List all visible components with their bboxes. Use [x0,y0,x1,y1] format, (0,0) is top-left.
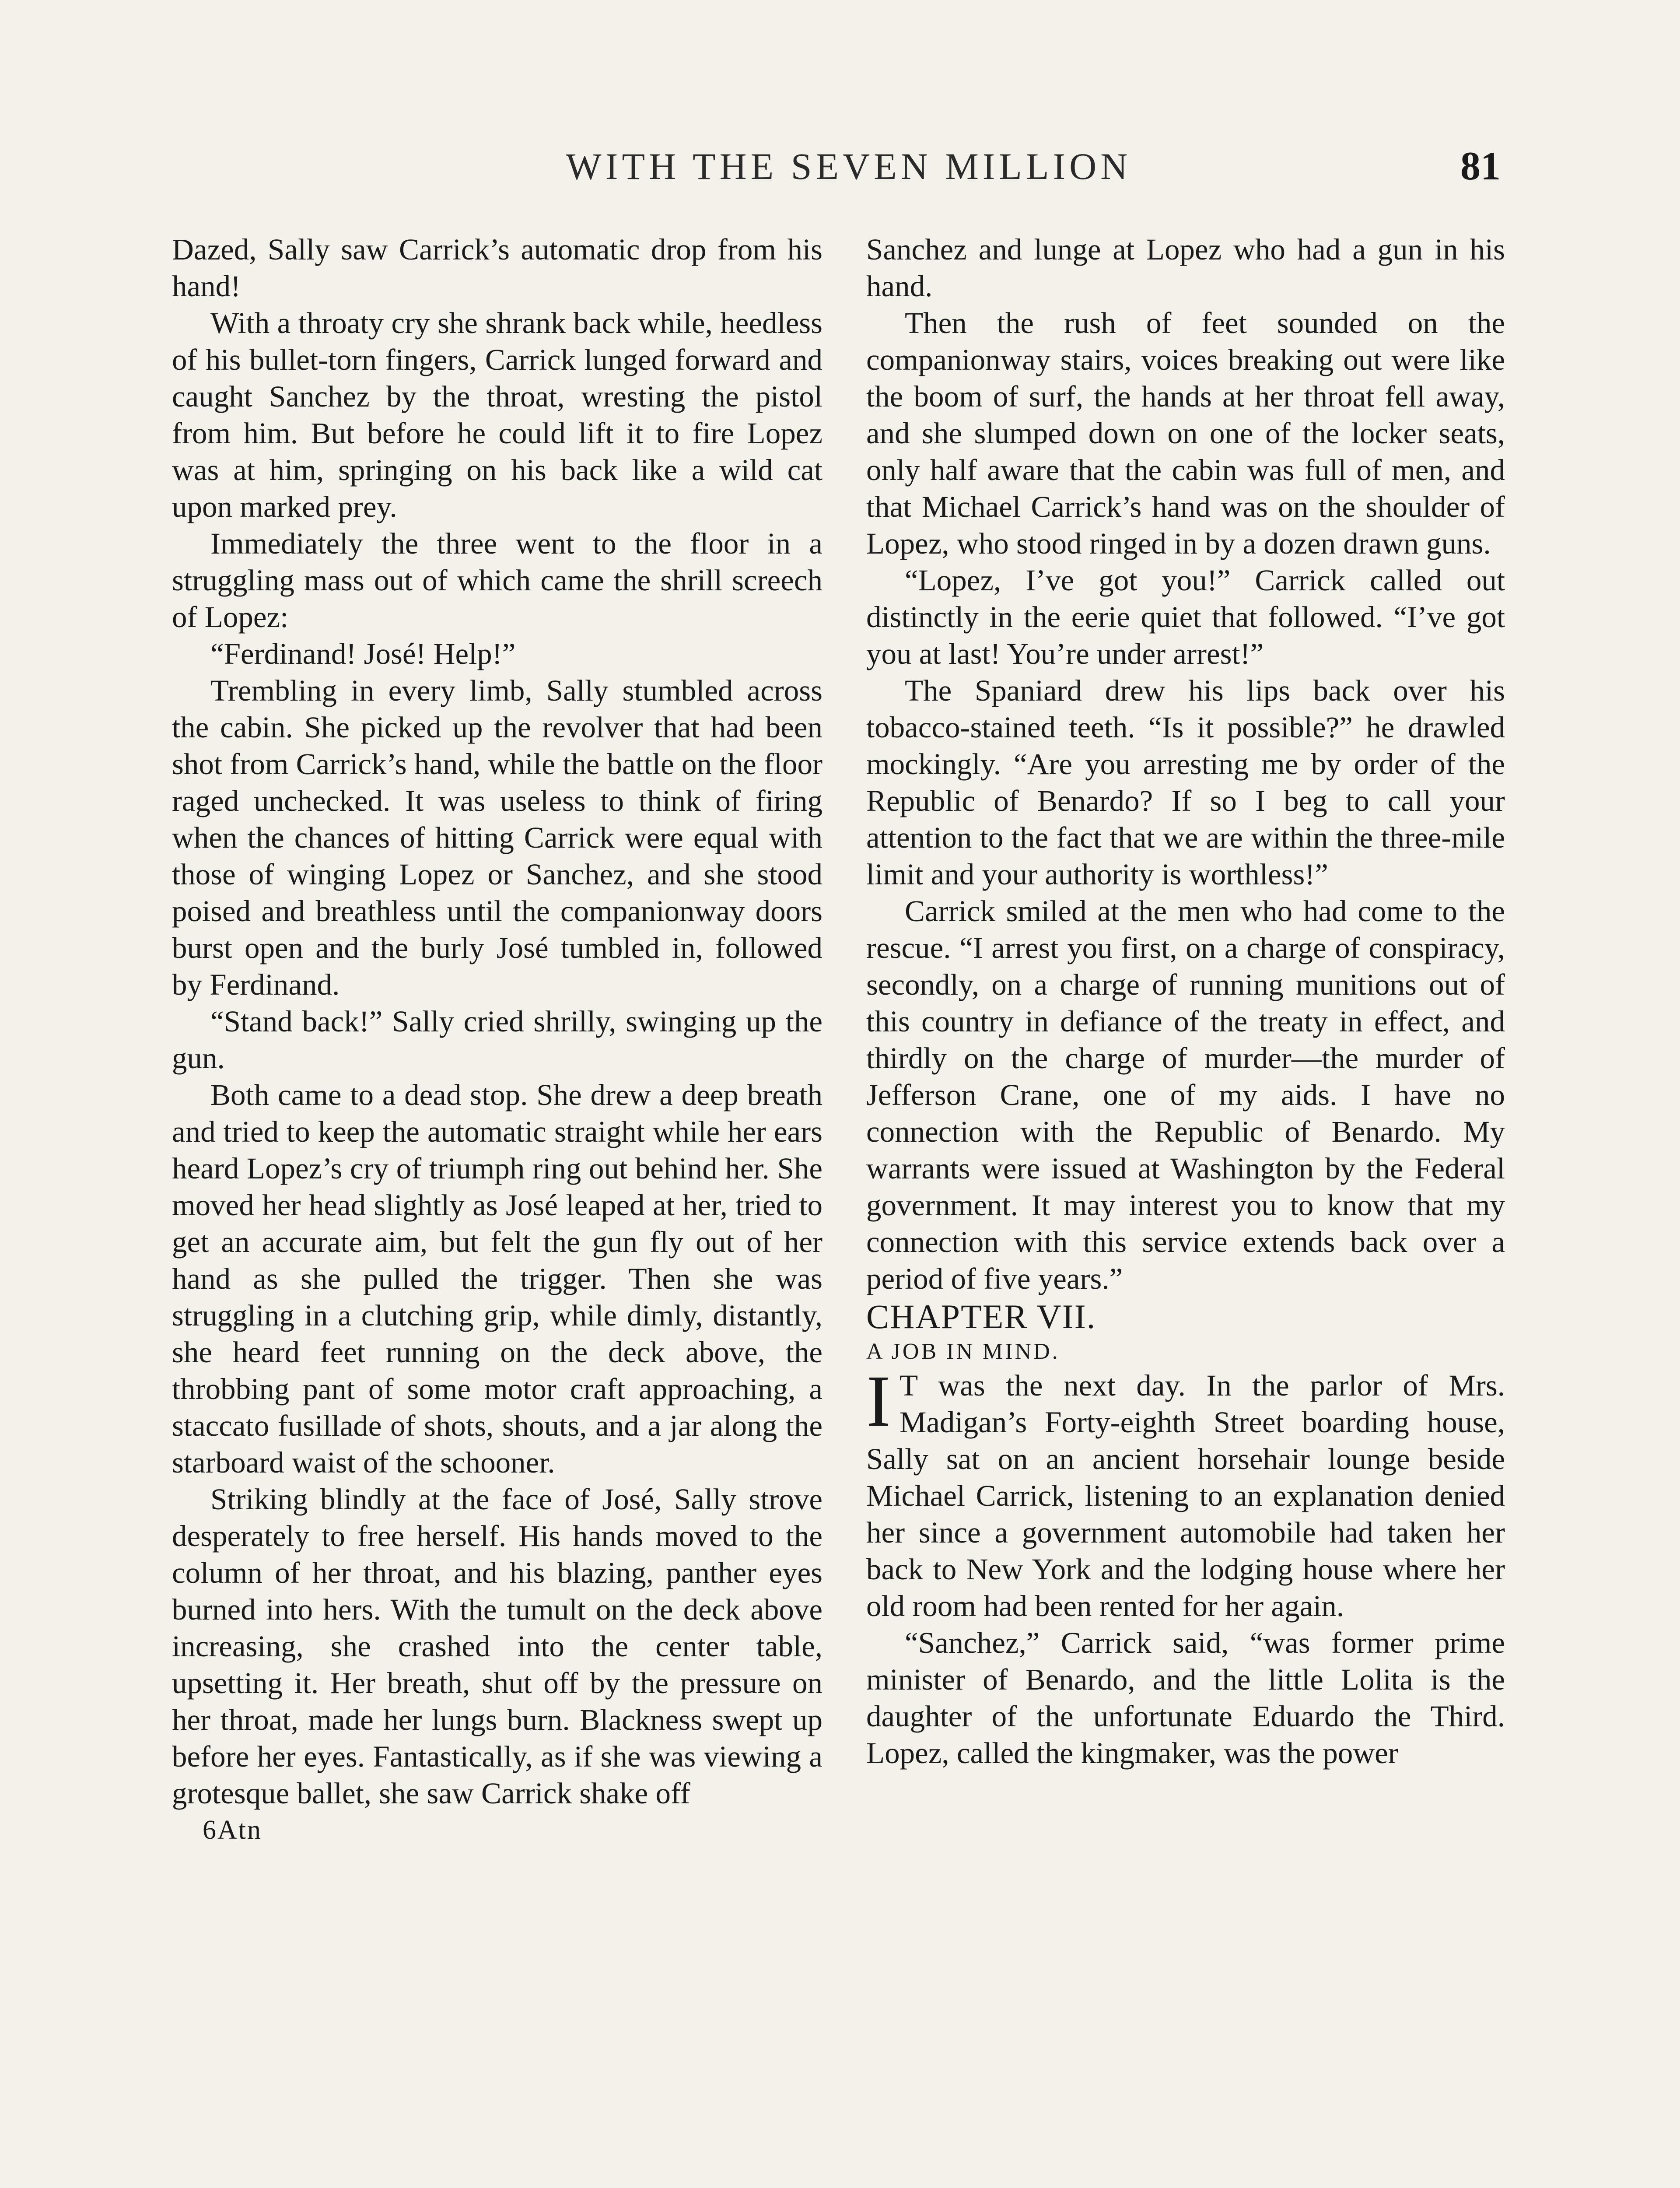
page-number: 81 [1460,144,1501,188]
running-title: WITH THE SEVEN MILLION [566,145,1132,187]
drop-cap: I [866,1360,891,1442]
chapter-subtitle: A JOB IN MIND. [866,1339,1060,1364]
paragraph: Then the rush of feet sounded on the companionway stairs, voices breaking out were like the boom of surf, the hands at her throat fell away, and she slumped down on one of the locker seats, only half aware that the cabin was full of men, and that Michael Carrick’s hand was on the shoulder of Lopez, who stood ringed in by a dozen drawn guns. [866,306,1505,560]
paragraph: Dazed, Sally saw Carrick’s automatic drop from his hand! [172,233,822,303]
paragraph: “Sanchez,” Carrick said, “was former prime minister of Benardo, and the little Lolita is the daughter of the unfortunate Eduardo the Third. Lopez, called the kingmaker, was the power [866,1626,1505,1770]
right-column [866,231,1505,1771]
paragraph: “Ferdinand! José! Help!” [210,637,516,670]
chapter-title: CHAPTER VII. [866,1297,1096,1336]
paragraph: The Spaniard drew his lips back over his tobacco-stained teeth. “Is it possible?” he drawled mockingly. “Are you arresting me by order of the Republic of Benardo? If so I beg to call your attention to the fact that we are within the three-mile limit and your authority is worthless!” [866,674,1505,891]
paragraph: Sanchez and lunge at Lopez who had a gun in his hand. [866,233,1505,303]
paragraph: Carrick smiled at the men who had come to the rescue. “I arrest you first, on a charge of conspiracy, secondly, on a charge of running munitions out of this country in defiance of the treaty in effect, and thirdly on the charge of murder—the murder of Jefferson Crane, one of my aids. I have no connection with the Republic of Benardo. My warrants were issued at Washington by the Federal government. It may interest you to know that my connection with this service extends back over a period of five years.” [866,894,1505,1295]
chapter-opening-paragraph [866,1360,1505,1624]
paragraph: With a throaty cry she shrank back while, heedless of his bullet-torn fingers, Carrick lunged forward and caught Sanchez by the throat, wresting the pistol from him. But before he could lift it to fire Lopez was at him, springing on his back like a wild cat upon marked prey. [172,306,822,523]
opening-text: T was the next day. In the parlor of Mrs. Madigan’s Forty-eighth Street boarding house, Sally sat on an ancient horsehair lounge beside Michael Carrick, listening to an explanation denied her since a government automobile had taken her back to New York and the lodging house where her old room had been rented for her again. [866,1369,1505,1623]
paragraph: “Lopez, I’ve got you!” Carrick called out distinctly in the eerie quiet that followed. “I’ve got you at last! You’re under arrest!” [866,564,1505,670]
paragraph: “Stand back!” Sally cried shrilly, swinging up the gun. [172,1005,822,1075]
paragraph: Immediately the three went to the floor in a struggling mass out of which came the shrill screech of Lopez: [172,527,822,634]
running-head [0,144,1680,197]
signature-mark: 6Atn [203,1815,262,1845]
paragraph: Striking blindly at the face of José, Sally strove desperately to free herself. His hands moved to the column of her throat, and his blazing, panther eyes burned into hers. With the tumult on the deck above increasing, she crashed into the center table, upsetting it. Her breath, shut off by the pressure on her throat, made her lungs burn. Blackness swept up before her eyes. Fantastically, as if she was viewing a grotesque ballet, she saw Carrick shake off [172,1483,822,1810]
paragraph: Trembling in every limb, Sally stumbled across the cabin. She picked up the revolver that had been shot from Carrick’s hand, while the battle on the floor raged unchecked. It was useless to think of firing when the chances of hitting Carrick were equal with those of winging Lopez or Sanchez, and she stood poised and breathless until the companionway doors burst open and the burly José tumbled in, followed by Ferdinand. [172,674,822,1001]
left-column [172,231,822,1848]
paragraph: Both came to a dead stop. She drew a deep breath and tried to keep the automatic straight while her ears heard Lopez’s cry of triumph ring out behind her. She moved her head slightly as José leaped at her, tried to get an accurate aim, but felt the gun fly out of her hand as she pulled the trigger. Then she was struggling in a clutching grip, while dimly, distantly, she heard feet running on the deck above, the throbbing pant of some motor craft approaching, a staccato fusillade of shots, shouts, and a jar along the starboard waist of the schooner. [172,1078,822,1479]
